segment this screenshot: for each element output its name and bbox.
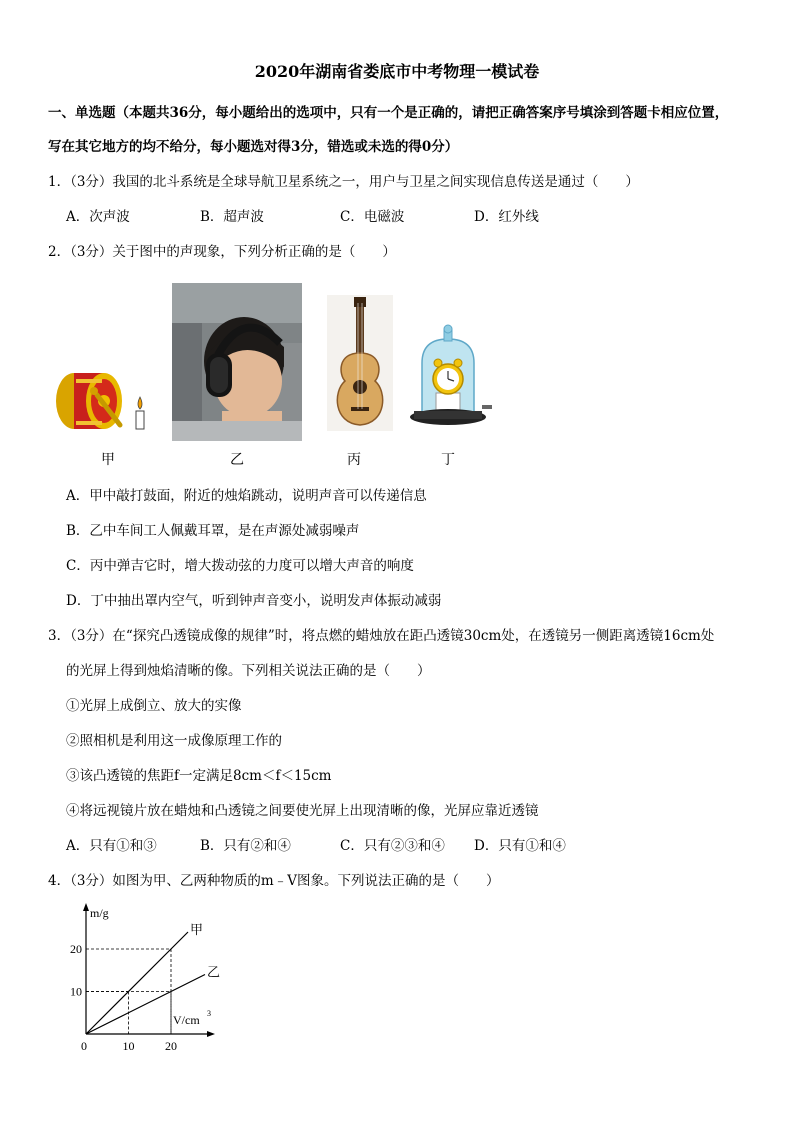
x-axis-arrow <box>207 1031 215 1037</box>
q3-statement-2: ②照相机是利用这一成像原理工作的 <box>66 733 282 749</box>
worker-earmuffs-photo <box>172 283 302 441</box>
caption-jia: 甲 <box>101 452 115 468</box>
paper-title: 2020年湖南省娄底市中考物理一模试卷 <box>254 62 540 81</box>
q4-stem: 4．（3分）如图为甲、乙两种物质的m﹣V图象。下列说法正确的是（ ） <box>48 873 500 889</box>
origin-label: 0 <box>81 1039 87 1053</box>
q3-stem-line1: 3．（3分）在“探究凸透镜成像的规律”时，将点燃的蜡烛放在距凸透镜30cm处，在透镜另一侧距离透镜16cm处 <box>48 628 715 644</box>
q2-option-b: B．乙中车间工人佩戴耳罩，是在声源处减弱噪声 <box>66 523 360 539</box>
caption-bing: 丙 <box>347 452 361 468</box>
q3-statement-4: ④将远视镜片放在蜡烛和凸透镜之间要使光屏上出现清晰的像，光屏应靠近透镜 <box>66 803 539 819</box>
y-axis-label: m/g <box>90 906 109 920</box>
series-label-yi: 乙 <box>207 964 221 980</box>
q3-option-c: C．只有②③和④ <box>340 838 445 854</box>
x-tick-label-10: 10 <box>122 1039 135 1053</box>
q2-option-c: C．丙中弹吉它时，增大拨动弦的力度可以增大声音的响度 <box>66 558 414 574</box>
m-v-graph <box>60 900 260 1060</box>
q1-stem: 1．（3分）我国的北斗系统是全球导航卫星系统之一，用户与卫星之间实现信息传送是通过（ ） <box>48 174 639 190</box>
q3-statement-1: ①光屏上成倒立、放大的实像 <box>66 698 242 714</box>
q1-option-d: D．红外线 <box>474 209 539 225</box>
x-axis-label: V/cm <box>173 1013 200 1027</box>
guitar-image <box>327 295 393 431</box>
q2-stem: 2．（3分）关于图中的声现象，下列分析正确的是（ ） <box>48 244 396 260</box>
drum-and-candle-image <box>52 365 152 440</box>
q1-option-b: B．超声波 <box>200 209 264 225</box>
q2-option-a: A．甲中敲打鼓面，附近的烛焰跳动，说明声音可以传递信息 <box>66 488 427 504</box>
q1-option-a: A．次声波 <box>66 209 130 225</box>
section-heading-line2: 写在其它地方的均不给分，每小题选对得3分，错选或未选的得0分） <box>48 139 459 155</box>
section-heading-line1: 一、单选题（本题共36分，每小题给出的选项中，只有一个是正确的，请把正确答案序号填涂到答题卡相应位置， <box>48 105 729 121</box>
x-tick-label-20: 20 <box>165 1039 177 1053</box>
caption-yi: 乙 <box>230 452 244 468</box>
q3-statement-3: ③该凸透镜的焦距f一定满足8cm＜f＜15cm <box>66 768 332 784</box>
q3-stem-line2: 的光屏上得到烛焰清晰的像。下列相关说法正确的是（ ） <box>66 663 431 679</box>
series-label-jia: 甲 <box>190 922 204 937</box>
q3-option-a: A．只有①和③ <box>66 838 157 854</box>
q2-option-d: D．丁中抽出罩内空气，听到钟声音变小，说明发声体振动减弱 <box>66 593 442 609</box>
y-tick-label-20: 20 <box>70 942 82 956</box>
y-tick-label-10: 10 <box>70 984 82 999</box>
q3-option-d: D．只有①和④ <box>474 838 566 854</box>
q3-option-b: B．只有②和④ <box>200 838 291 854</box>
caption-ding: 丁 <box>441 452 455 468</box>
x-axis-label-superscript: 3 <box>207 1009 211 1018</box>
bell-jar-alarm-clock-image <box>408 323 494 433</box>
y-axis-arrow <box>83 903 89 911</box>
q1-option-c: C．电磁波 <box>340 209 405 225</box>
